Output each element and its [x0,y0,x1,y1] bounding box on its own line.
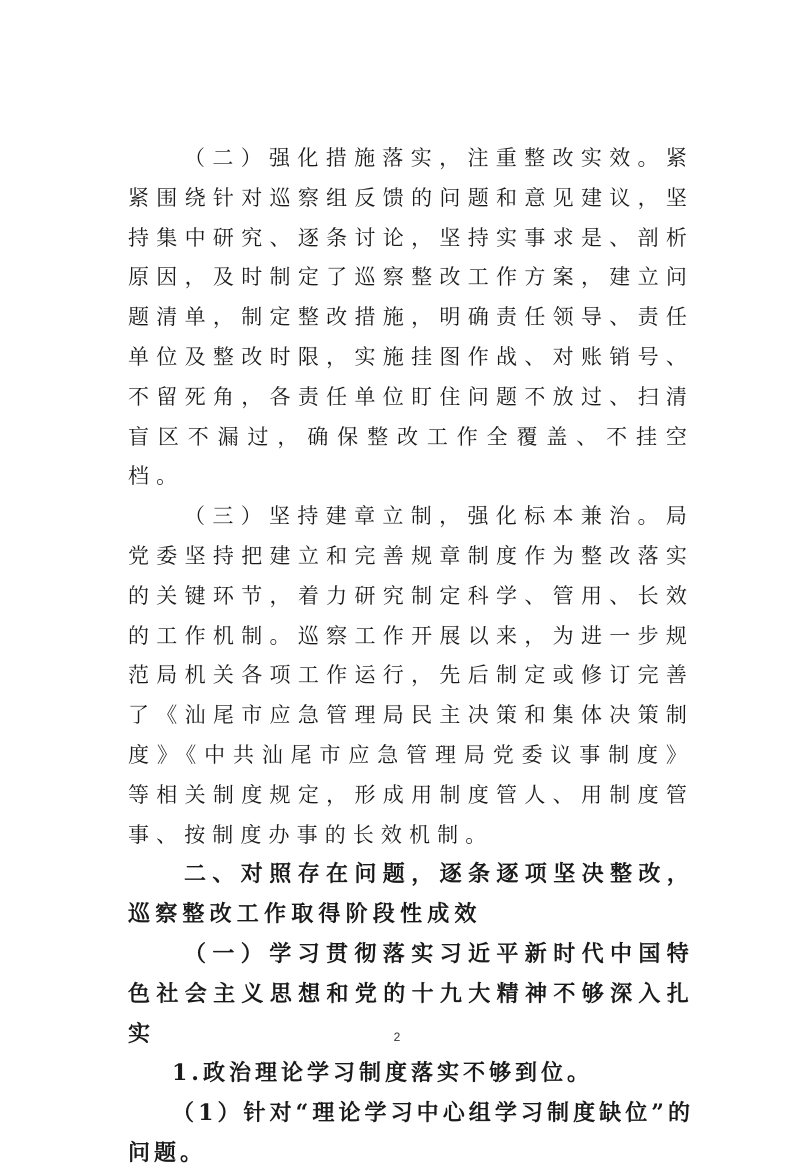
section-heading-2: 二、对照存在问题，逐条逐项坚决整改，巡察整改工作取得阶段性成效 [128,861,694,928]
page-content [128,139,694,1174]
subsection-heading-1: （一）学习贯彻落实习近平新时代中国特色社会主义思想和党的十九大精神不够深入扎实 [128,940,694,1047]
paragraph-institution-building: （三）坚持建章立制，强化标本兼治。局党委坚持把建立和完善规章制度作为整改落实的关键环节，着力研究制定科学、管用、长效的工作机制。巡察工作开展以来，为进一步规范局机关各项工作运行，先后制定或修订完善了《汕尾市应急管理局民主决策和集体决策制度》《中共汕尾市应急管理局党委议事制度》等相关制度规定，形成用制度管人、用制度管事、按制度办事的长效机制。 [128,504,694,847]
item-heading-1: 1.政治理论学习制度落实不够到位。 [172,1060,593,1087]
subitem-heading-1: （1）针对“理论学习中心组学习制度缺位”的问题。 [128,1100,694,1166]
paragraph-measures-implementation: （二）强化措施落实，注重整改实效。紧紧围绕针对巡察组反馈的问题和意见建议，坚持集中研究、逐条讨论，坚持实事求是、剖析原因，及时制定了巡察整改工作方案，建立问题清单，制定整改措施，明确责任领导、责任单位及整改时限，实施挂图作战、对账销号、不留死角，各责任单位盯住问题不放过、扫清盲区不漏过，确保整改工作全覆盖、不挂空档。 [128,146,694,489]
page-number: 2 [393,1030,401,1044]
